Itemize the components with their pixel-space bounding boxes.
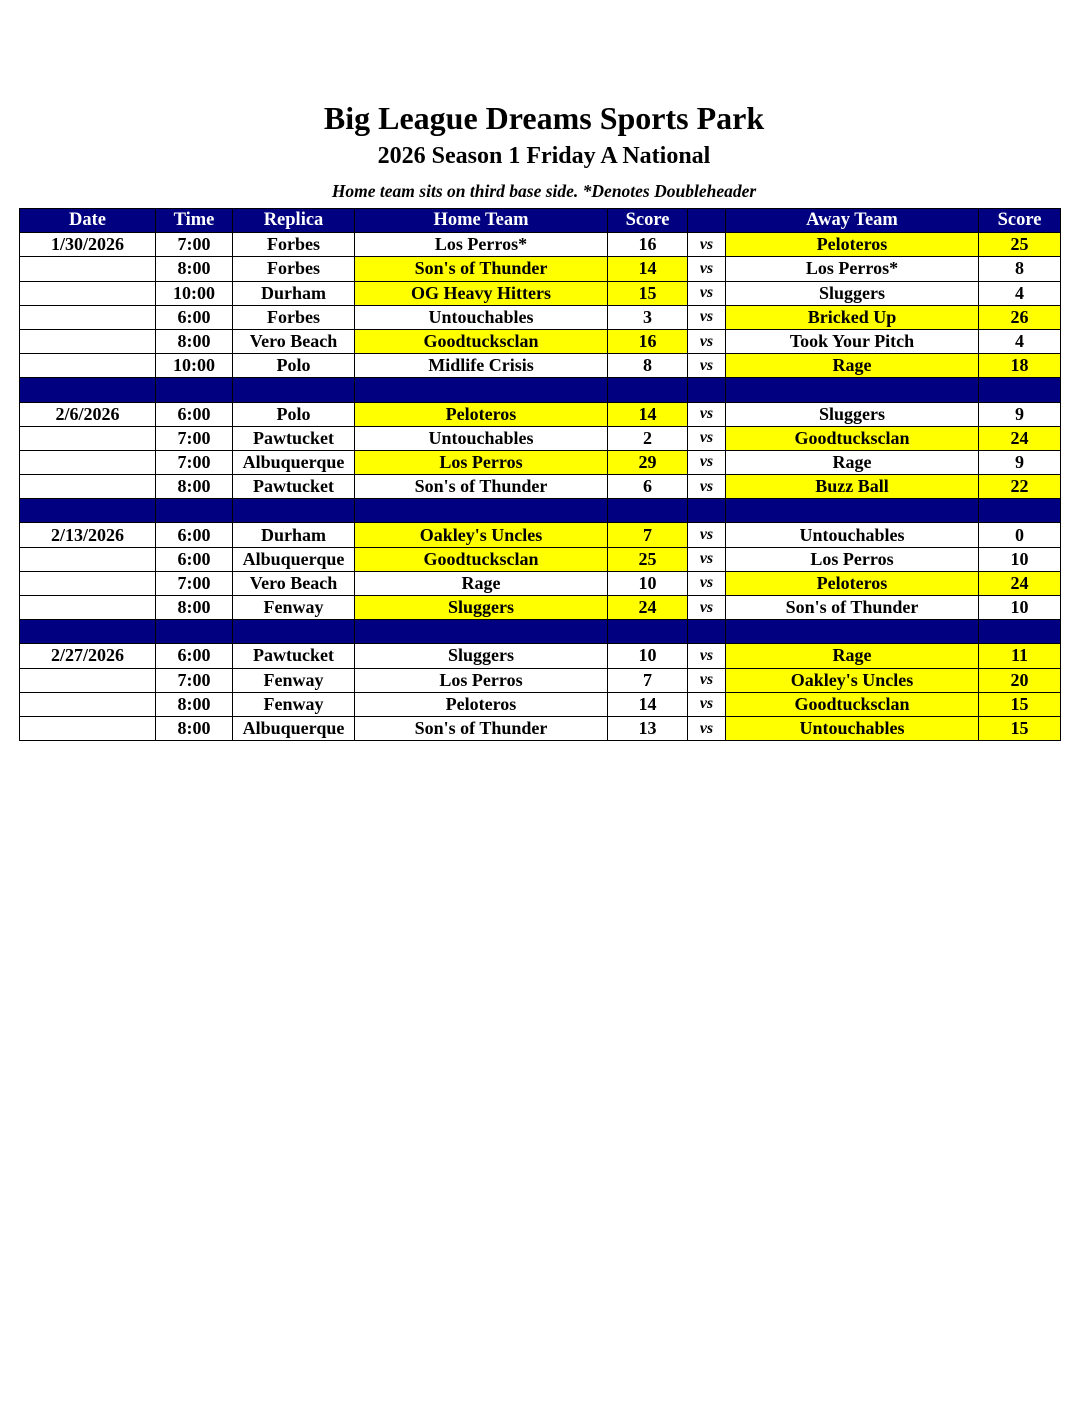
home-team-cell: Oakley's Uncles bbox=[355, 523, 608, 547]
separator-cell bbox=[688, 620, 726, 644]
game-row bbox=[20, 281, 1061, 305]
replica-cell: Forbes bbox=[233, 257, 355, 281]
vs-cell: vs bbox=[688, 426, 726, 450]
separator-cell bbox=[979, 620, 1061, 644]
page-subtitle: 2026 Season 1 Friday A National bbox=[377, 143, 711, 169]
away-score-cell: 0 bbox=[979, 523, 1061, 547]
date-cell: 2/27/2026 bbox=[20, 644, 156, 668]
vs-cell: vs bbox=[688, 475, 726, 499]
replica-cell: Albuquerque bbox=[233, 450, 355, 474]
game-row bbox=[20, 257, 1061, 281]
home-team-cell: Peloteros bbox=[355, 692, 608, 716]
home-team-cell: Goodtucksclan bbox=[355, 329, 608, 353]
separator-cell bbox=[726, 378, 979, 402]
vs-cell: vs bbox=[688, 305, 726, 329]
separator-cell bbox=[608, 620, 688, 644]
separator-cell bbox=[233, 499, 355, 523]
away-team-cell: Bricked Up bbox=[726, 305, 979, 329]
away-team-cell: Peloteros bbox=[726, 571, 979, 595]
vs-cell: vs bbox=[688, 329, 726, 353]
game-row bbox=[20, 523, 1061, 547]
time-cell: 8:00 bbox=[156, 596, 233, 620]
game-row bbox=[20, 354, 1061, 378]
game-row bbox=[20, 668, 1061, 692]
vs-cell: vs bbox=[688, 257, 726, 281]
column-header-time: Time bbox=[156, 209, 233, 233]
vs-cell: vs bbox=[688, 402, 726, 426]
home-score-cell: 25 bbox=[608, 547, 688, 571]
time-cell: 8:00 bbox=[156, 475, 233, 499]
vs-cell: vs bbox=[688, 233, 726, 257]
home-team-cell: Sluggers bbox=[355, 596, 608, 620]
week-separator-row bbox=[20, 499, 1061, 523]
home-score-cell: 16 bbox=[608, 233, 688, 257]
home-score-cell: 29 bbox=[608, 450, 688, 474]
replica-cell: Vero Beach bbox=[233, 329, 355, 353]
replica-cell: Polo bbox=[233, 402, 355, 426]
home-score-cell: 10 bbox=[608, 571, 688, 595]
date-cell bbox=[20, 354, 156, 378]
separator-cell bbox=[355, 378, 608, 402]
game-row bbox=[20, 475, 1061, 499]
replica-cell: Fenway bbox=[233, 692, 355, 716]
home-team-cell: OG Heavy Hitters bbox=[355, 281, 608, 305]
game-row bbox=[20, 547, 1061, 571]
away-team-cell: Sluggers bbox=[726, 402, 979, 426]
date-cell: 1/30/2026 bbox=[20, 233, 156, 257]
vs-cell: vs bbox=[688, 692, 726, 716]
column-header-home-team: Home Team bbox=[355, 209, 608, 233]
separator-cell bbox=[726, 620, 979, 644]
away-team-cell: Son's of Thunder bbox=[726, 596, 979, 620]
separator-cell bbox=[688, 378, 726, 402]
date-cell bbox=[20, 305, 156, 329]
vs-cell: vs bbox=[688, 523, 726, 547]
separator-cell bbox=[233, 620, 355, 644]
home-team-cell: Untouchables bbox=[355, 305, 608, 329]
separator-cell bbox=[979, 499, 1061, 523]
date-cell bbox=[20, 450, 156, 474]
time-cell: 6:00 bbox=[156, 644, 233, 668]
away-score-cell: 10 bbox=[979, 547, 1061, 571]
away-score-cell: 18 bbox=[979, 354, 1061, 378]
vs-cell: vs bbox=[688, 547, 726, 571]
home-score-cell: 8 bbox=[608, 354, 688, 378]
game-row bbox=[20, 716, 1061, 740]
away-score-cell: 10 bbox=[979, 596, 1061, 620]
time-cell: 8:00 bbox=[156, 257, 233, 281]
week-separator-row bbox=[20, 378, 1061, 402]
away-score-cell: 20 bbox=[979, 668, 1061, 692]
separator-cell bbox=[355, 620, 608, 644]
away-team-cell: Buzz Ball bbox=[726, 475, 979, 499]
home-score-cell: 14 bbox=[608, 402, 688, 426]
home-team-cell: Rage bbox=[355, 571, 608, 595]
away-score-cell: 9 bbox=[979, 402, 1061, 426]
game-row bbox=[20, 426, 1061, 450]
date-cell bbox=[20, 692, 156, 716]
separator-cell bbox=[20, 378, 156, 402]
date-cell bbox=[20, 571, 156, 595]
separator-cell bbox=[156, 620, 233, 644]
replica-cell: Albuquerque bbox=[233, 716, 355, 740]
date-cell: 2/13/2026 bbox=[20, 523, 156, 547]
vs-cell: vs bbox=[688, 571, 726, 595]
separator-cell bbox=[20, 499, 156, 523]
game-row bbox=[20, 644, 1061, 668]
separator-cell bbox=[20, 620, 156, 644]
vs-cell: vs bbox=[688, 644, 726, 668]
home-team-cell: Los Perros bbox=[355, 450, 608, 474]
home-score-cell: 2 bbox=[608, 426, 688, 450]
separator-cell bbox=[979, 378, 1061, 402]
home-score-cell: 14 bbox=[608, 692, 688, 716]
date-cell bbox=[20, 426, 156, 450]
away-score-cell: 4 bbox=[979, 329, 1061, 353]
vs-cell: vs bbox=[688, 596, 726, 620]
schedule-body bbox=[20, 233, 1061, 741]
date-cell bbox=[20, 329, 156, 353]
separator-cell bbox=[608, 499, 688, 523]
date-cell: 2/6/2026 bbox=[20, 402, 156, 426]
time-cell: 10:00 bbox=[156, 354, 233, 378]
replica-cell: Durham bbox=[233, 281, 355, 305]
date-cell bbox=[20, 716, 156, 740]
replica-cell: Fenway bbox=[233, 596, 355, 620]
column-header-away-team: Away Team bbox=[726, 209, 979, 233]
replica-cell: Forbes bbox=[233, 233, 355, 257]
away-score-cell: 24 bbox=[979, 571, 1061, 595]
away-team-cell: Goodtucksclan bbox=[726, 692, 979, 716]
home-team-cell: Los Perros bbox=[355, 668, 608, 692]
date-cell bbox=[20, 668, 156, 692]
game-row bbox=[20, 233, 1061, 257]
away-score-cell: 24 bbox=[979, 426, 1061, 450]
home-score-cell: 15 bbox=[608, 281, 688, 305]
away-score-cell: 25 bbox=[979, 233, 1061, 257]
home-score-cell: 16 bbox=[608, 329, 688, 353]
away-team-cell: Sluggers bbox=[726, 281, 979, 305]
away-score-cell: 26 bbox=[979, 305, 1061, 329]
time-cell: 6:00 bbox=[156, 402, 233, 426]
separator-cell bbox=[156, 378, 233, 402]
date-cell bbox=[20, 257, 156, 281]
game-row bbox=[20, 571, 1061, 595]
time-cell: 7:00 bbox=[156, 450, 233, 474]
home-team-cell: Son's of Thunder bbox=[355, 716, 608, 740]
vs-cell: vs bbox=[688, 450, 726, 474]
column-header-date: Date bbox=[20, 209, 156, 233]
replica-cell: Vero Beach bbox=[233, 571, 355, 595]
time-cell: 8:00 bbox=[156, 329, 233, 353]
home-score-cell: 24 bbox=[608, 596, 688, 620]
column-header-away-score: Score bbox=[979, 209, 1061, 233]
away-team-cell: Rage bbox=[726, 354, 979, 378]
away-team-cell: Oakley's Uncles bbox=[726, 668, 979, 692]
home-team-cell: Untouchables bbox=[355, 426, 608, 450]
separator-cell bbox=[608, 378, 688, 402]
date-cell bbox=[20, 281, 156, 305]
vs-cell: vs bbox=[688, 716, 726, 740]
replica-cell: Pawtucket bbox=[233, 426, 355, 450]
vs-cell: vs bbox=[688, 281, 726, 305]
away-team-cell: Los Perros* bbox=[726, 257, 979, 281]
home-team-cell: Peloteros bbox=[355, 402, 608, 426]
away-team-cell: Rage bbox=[726, 450, 979, 474]
column-header-home-score: Score bbox=[608, 209, 688, 233]
replica-cell: Fenway bbox=[233, 668, 355, 692]
time-cell: 6:00 bbox=[156, 547, 233, 571]
schedule-table bbox=[19, 208, 1061, 741]
page-title: Big League Dreams Sports Park bbox=[323, 100, 765, 136]
away-team-cell: Los Perros bbox=[726, 547, 979, 571]
home-score-cell: 10 bbox=[608, 644, 688, 668]
date-cell bbox=[20, 547, 156, 571]
game-row bbox=[20, 450, 1061, 474]
away-team-cell: Untouchables bbox=[726, 523, 979, 547]
away-team-cell: Took Your Pitch bbox=[726, 329, 979, 353]
home-score-cell: 13 bbox=[608, 716, 688, 740]
date-cell bbox=[20, 596, 156, 620]
replica-cell: Durham bbox=[233, 523, 355, 547]
away-score-cell: 15 bbox=[979, 716, 1061, 740]
away-team-cell: Rage bbox=[726, 644, 979, 668]
replica-cell: Pawtucket bbox=[233, 644, 355, 668]
replica-cell: Pawtucket bbox=[233, 475, 355, 499]
game-row bbox=[20, 329, 1061, 353]
home-team-cell: Goodtucksclan bbox=[355, 547, 608, 571]
time-cell: 8:00 bbox=[156, 692, 233, 716]
time-cell: 10:00 bbox=[156, 281, 233, 305]
column-header-replica: Replica bbox=[233, 209, 355, 233]
replica-cell: Polo bbox=[233, 354, 355, 378]
vs-cell: vs bbox=[688, 354, 726, 378]
away-team-cell: Goodtucksclan bbox=[726, 426, 979, 450]
time-cell: 7:00 bbox=[156, 233, 233, 257]
time-cell: 7:00 bbox=[156, 571, 233, 595]
home-score-cell: 6 bbox=[608, 475, 688, 499]
home-team-cell: Sluggers bbox=[355, 644, 608, 668]
game-row bbox=[20, 692, 1061, 716]
column-header-vs bbox=[688, 209, 726, 233]
time-cell: 6:00 bbox=[156, 523, 233, 547]
away-score-cell: 11 bbox=[979, 644, 1061, 668]
schedule-note: Home team sits on third base side. *Denotes Doubleheader bbox=[331, 181, 757, 201]
replica-cell: Forbes bbox=[233, 305, 355, 329]
away-score-cell: 4 bbox=[979, 281, 1061, 305]
vs-cell: vs bbox=[688, 668, 726, 692]
table-header-row bbox=[20, 209, 1061, 233]
date-cell bbox=[20, 475, 156, 499]
away-team-cell: Peloteros bbox=[726, 233, 979, 257]
home-score-cell: 14 bbox=[608, 257, 688, 281]
time-cell: 6:00 bbox=[156, 305, 233, 329]
replica-cell: Albuquerque bbox=[233, 547, 355, 571]
game-row bbox=[20, 305, 1061, 329]
game-row bbox=[20, 402, 1061, 426]
home-team-cell: Midlife Crisis bbox=[355, 354, 608, 378]
time-cell: 7:00 bbox=[156, 668, 233, 692]
game-row bbox=[20, 596, 1061, 620]
home-score-cell: 3 bbox=[608, 305, 688, 329]
separator-cell bbox=[355, 499, 608, 523]
home-score-cell: 7 bbox=[608, 668, 688, 692]
separator-cell bbox=[726, 499, 979, 523]
separator-cell bbox=[233, 378, 355, 402]
away-score-cell: 9 bbox=[979, 450, 1061, 474]
away-score-cell: 8 bbox=[979, 257, 1061, 281]
separator-cell bbox=[688, 499, 726, 523]
away-score-cell: 15 bbox=[979, 692, 1061, 716]
time-cell: 8:00 bbox=[156, 716, 233, 740]
week-separator-row bbox=[20, 620, 1061, 644]
time-cell: 7:00 bbox=[156, 426, 233, 450]
home-score-cell: 7 bbox=[608, 523, 688, 547]
away-score-cell: 22 bbox=[979, 475, 1061, 499]
separator-cell bbox=[156, 499, 233, 523]
away-team-cell: Untouchables bbox=[726, 716, 979, 740]
home-team-cell: Son's of Thunder bbox=[355, 475, 608, 499]
home-team-cell: Los Perros* bbox=[355, 233, 608, 257]
home-team-cell: Son's of Thunder bbox=[355, 257, 608, 281]
